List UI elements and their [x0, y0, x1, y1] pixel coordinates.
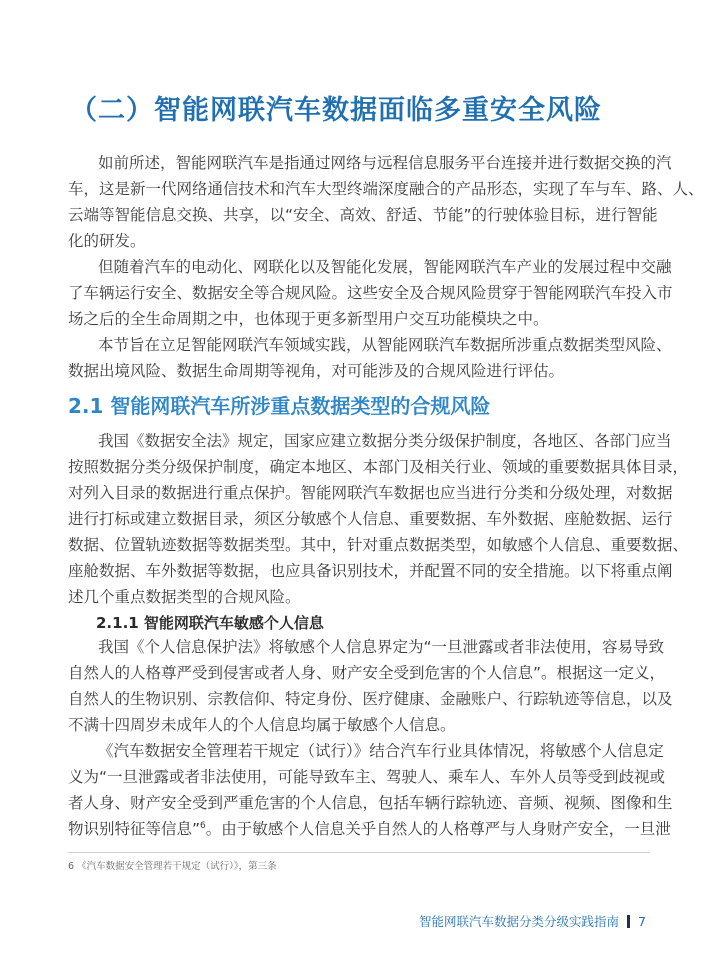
- text-line: 者人身、财产安全受到严重危害的个人信息，包括车辆行踪轨迹、音频、视频、图像和生: [68, 794, 673, 812]
- text-line: 化的研发。: [68, 232, 146, 250]
- text-line: 对列入目录的数据进行重点保护。智能网联汽车数据也应当进行分类和分级处理，对数据: [68, 484, 673, 502]
- text-line: 如前所述，智能网联汽车是指通过网络与远程信息服务平台连接并进行数据交换的汽: [98, 154, 672, 172]
- text-line: 自然人的人格尊严受到侵害或者人身、财产安全受到危害的个人信息”。根据这一定义，: [68, 664, 666, 682]
- footer-title: 智能网联汽车数据分类分级实践指南: [419, 914, 620, 929]
- text-line: 但随着汽车的电动化、网联化以及智能化发展，智能网联汽车产业的发展过程中交融: [98, 258, 672, 276]
- text-line: 进行打标或建立数据目录，须区分敏感个人信息、重要数据、车外数据、座舱数据、运行: [68, 510, 673, 528]
- section-title: （二）智能网联汽车数据面临多重安全风险: [70, 95, 602, 126]
- subsection-heading: 2.1 智能网联汽车所涉重点数据类型的合规风险: [68, 394, 491, 418]
- intro-paragraph-3: [68, 332, 672, 384]
- text-line: 《汽车数据安全管理若干规定（试行）》结合汽车行业具体情况，将敏感个人信息定: [98, 742, 664, 760]
- text-line: 按照数据分类分级保护制度，确定本地区、本部门及相关行业、领域的重要数据具体目录，: [68, 458, 689, 476]
- text-line: 车，这是新一代网络通信技术和汽车大型终端深度融合的产品形态，实现了车与车、路、人、: [68, 180, 704, 198]
- footnote-marker: 6: [200, 820, 206, 831]
- footnote-divider: [68, 852, 650, 853]
- text-line: 座舱数据、车外数据等数据，也应具备识别技术，并配置不同的安全措施。以下将重点阐: [68, 562, 673, 580]
- intro-paragraph-2: [68, 254, 673, 332]
- text-line: 场之后的全生命周期之中，也体现于更多新型用户交互功能模块之中。: [68, 310, 549, 328]
- intro-paragraph-1: [68, 150, 704, 254]
- text-line: 不满十四周岁未成年人的个人信息均属于敏感个人信息。: [68, 716, 456, 734]
- text-line: 自然人的生物识别、宗教信仰、特定身份、医疗健康、金融账户、行踪轨迹等信息，以及: [68, 690, 673, 708]
- text-segment: 物识别特征等信息”: [68, 820, 201, 838]
- page-footer: [419, 912, 646, 930]
- subsubsection-paragraph-2: [68, 738, 673, 842]
- text-line: 云端等智能信息交换、共享，以“安全、高效、舒适、节能”的行驶体验目标，进行智能: [68, 206, 658, 224]
- subsubsection-paragraph-1: [68, 634, 673, 738]
- footnote: 6 《汽车数据安全管理若干规定（试行）》，第三条: [68, 861, 277, 872]
- subsection-paragraph: [68, 428, 689, 610]
- text-line: 数据出境风险、数据生命周期等视角，对可能涉及的合规风险进行评估。: [68, 362, 565, 380]
- page-number: 7: [638, 913, 646, 929]
- text-line: 我国《个人信息保护法》将敏感个人信息界定为“一旦泄露或者非法使用，容易导致: [98, 638, 665, 656]
- text-line: 我国《数据安全法》规定，国家应建立数据分类分级保护制度，各地区、各部门应当: [98, 432, 672, 450]
- text-line: 述几个重点数据类型的合规风险。: [68, 588, 301, 606]
- text-line-with-footnote: [68, 816, 671, 842]
- subsubsection-heading: 2.1.1 智能网联汽车敏感个人信息: [96, 614, 324, 632]
- text-segment: 。由于敏感个人信息关乎自然人的人格尊严与人身财产安全，一旦泄: [205, 820, 671, 838]
- text-line: 了车辆运行安全、数据安全等合规风险。这些安全及合规风险贯穿于智能网联汽车投入市: [68, 284, 673, 302]
- text-line: 数据、位置轨迹数据等数据类型。其中，针对重点数据类型，如敏感个人信息、重要数据、: [68, 536, 689, 554]
- text-line: 本节旨在立足智能网联汽车领域实践，从智能网联汽车数据所涉重点数据类型风险、: [98, 336, 672, 354]
- footer-separator: [627, 915, 630, 928]
- text-line: 义为“一旦泄露或者非法使用，可能导致车主、驾驶人、乘车人、车外人员等受到歧视或: [68, 768, 666, 786]
